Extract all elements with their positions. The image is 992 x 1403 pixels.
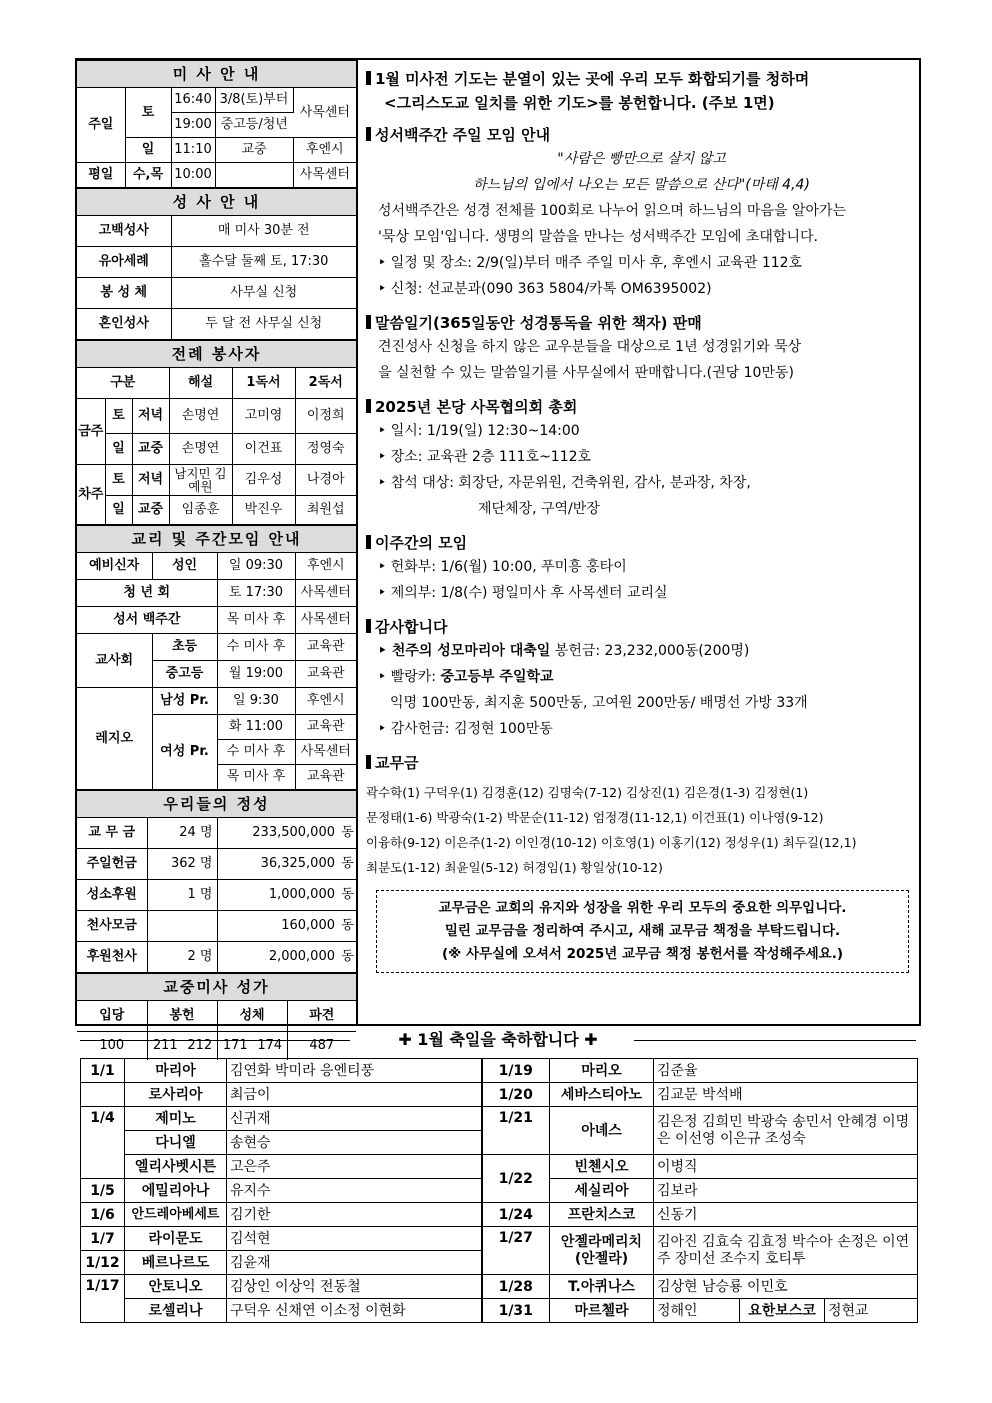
sacrament-key: 고백성사 bbox=[77, 216, 171, 247]
feast-date: 1/28 bbox=[482, 1275, 550, 1299]
notice-bible bbox=[366, 124, 917, 302]
offering-key: 교 무 금 bbox=[77, 818, 147, 849]
notice-meetings-title bbox=[366, 532, 917, 554]
this-week-label: 금주 bbox=[77, 399, 105, 465]
mass-place: 후엔시 bbox=[293, 138, 356, 163]
hymn-col-entrance: 입당 bbox=[77, 1001, 147, 1032]
meeting-name: 성서 백주간 bbox=[77, 607, 217, 634]
women-praesidium-label: 여성 Pr. bbox=[152, 715, 217, 790]
notice-prayer-title bbox=[366, 68, 917, 90]
wedthu-label: 수,목 bbox=[125, 163, 171, 188]
meeting-group: 초등 bbox=[152, 634, 217, 661]
feast-people: 이병직 bbox=[654, 1155, 918, 1179]
offering-amount: 1,000,000 bbox=[217, 880, 339, 911]
feast-people: 구덕우 신채연 이소정 이현화 bbox=[227, 1299, 482, 1323]
liturgy-day: 토 bbox=[105, 465, 132, 496]
feast-people: 김상현 남승룡 이민호 bbox=[654, 1275, 918, 1299]
tithe-notice-box bbox=[376, 890, 909, 973]
liturgy-mass: 저녁 bbox=[132, 399, 169, 434]
liturgy-table bbox=[77, 340, 356, 525]
feast-date: 1/19 bbox=[482, 1059, 550, 1083]
offering-count: 362 명 bbox=[147, 849, 217, 880]
bullet-square-icon bbox=[366, 399, 371, 413]
sacrament-table bbox=[77, 188, 356, 340]
notice-thanks-title bbox=[366, 616, 917, 638]
tithe-names-line: 곽수학(1) 구덕우(1) 김경훈(12) 김명숙(7-12) 김상진(1) 김은경(1-3) 김정현(1) bbox=[366, 785, 809, 800]
feast-date: 1/31 bbox=[482, 1299, 550, 1323]
sacrament-key: 혼인성사 bbox=[77, 309, 171, 340]
feast-saint: 라이문도 bbox=[125, 1227, 227, 1251]
feast-people: 유지수 bbox=[227, 1179, 482, 1203]
notice-diary-title bbox=[366, 312, 917, 334]
liturgy-reader2: 최원섭 bbox=[295, 496, 356, 525]
liturgy-commentator: 임종훈 bbox=[169, 496, 232, 525]
bullet-square-icon bbox=[366, 127, 371, 141]
offering-key: 후원천사 bbox=[77, 942, 147, 973]
notice-council-title bbox=[366, 396, 917, 418]
feast-people: 고은주 bbox=[227, 1155, 482, 1179]
notice-tithe-title bbox=[366, 752, 917, 774]
feast-date: 1/12 bbox=[81, 1251, 125, 1275]
liturgy-col-reading2: 2독서 bbox=[295, 368, 356, 399]
feast-date: 1/4 bbox=[81, 1107, 125, 1179]
meeting-place: 교육관 bbox=[295, 634, 356, 661]
feast-saint: 빈첸시오 bbox=[550, 1155, 654, 1179]
feast-banner bbox=[80, 1029, 916, 1051]
notice-body: 을 실천할 수 있는 말씀일기를 사무실에서 판매합니다.(권당 10만동) bbox=[378, 365, 794, 381]
meeting-time: 화 11:00 bbox=[217, 715, 295, 740]
feast-date: 1/7 bbox=[81, 1227, 125, 1251]
liturgy-commentator: 손명연 bbox=[169, 434, 232, 465]
mass-place: 사목센터 bbox=[293, 163, 356, 188]
feast-date: 1/24 bbox=[482, 1203, 550, 1227]
offering-unit: 동 bbox=[339, 911, 356, 942]
sunday-label: 주일 bbox=[77, 88, 125, 163]
mass-who bbox=[215, 163, 293, 188]
next-week-label: 차주 bbox=[77, 465, 105, 525]
bullet-square-icon bbox=[366, 71, 371, 85]
offering-unit: 동 bbox=[339, 942, 356, 973]
offering-key: 주일헌금 bbox=[77, 849, 147, 880]
feast-saint: 요한보스코 bbox=[740, 1299, 825, 1323]
feast-date bbox=[81, 1083, 125, 1107]
feast-saint: 마리오 bbox=[550, 1059, 654, 1083]
mass-who: 3/8(토)부터 bbox=[215, 88, 293, 113]
notice-bullet bbox=[366, 664, 917, 690]
feast-saint: 다니엘 bbox=[125, 1131, 227, 1155]
sacrament-value: 홀수달 둘째 토, 17:30 bbox=[171, 247, 356, 278]
tithe-notice-line: 교무금은 교회의 유지와 성장을 위한 우리 모두의 중요한 의무입니다. bbox=[438, 900, 847, 916]
offering-key: 천사모금 bbox=[77, 911, 147, 942]
offering-unit: 동 bbox=[339, 849, 356, 880]
liturgy-mass: 교중 bbox=[132, 434, 169, 465]
feast-people: 정현교 bbox=[825, 1299, 918, 1323]
feast-saint: 베르나르도 bbox=[125, 1251, 227, 1275]
notice-bullet: ‣ 감사헌금: 김정현 100만동 bbox=[378, 721, 553, 737]
feast-date: 1/5 bbox=[81, 1179, 125, 1203]
notice-meetings-title-text: 이주간의 모임 bbox=[375, 534, 468, 552]
meeting-time: 토 17:30 bbox=[217, 580, 295, 607]
mass-who: 중고등/청년 bbox=[215, 113, 293, 138]
notice-prayer-line2: <그리스도교 일치를 위한 기도>를 봉헌합니다. (주보 1면) bbox=[384, 94, 775, 112]
mass-place: 사목센터 bbox=[293, 88, 356, 138]
men-praesidium-label: 남성 Pr. bbox=[152, 688, 217, 715]
notice-bullet: ‣ 신청: 선교분과(090 363 5804/카톡 OM6395002) bbox=[378, 281, 712, 297]
offering-unit: 동 bbox=[339, 818, 356, 849]
feast-people: 김연화 박미라 응엔티풍 bbox=[227, 1059, 482, 1083]
liturgy-reader1: 박진우 bbox=[232, 496, 295, 525]
feast-people: 김은정 김희민 박광숙 송민서 안혜경 이명은 이선영 이은규 조성숙 bbox=[654, 1107, 918, 1155]
hymn-number: 174 bbox=[253, 1032, 287, 1061]
liturgy-mass: 저녁 bbox=[132, 465, 169, 496]
left-column bbox=[77, 60, 358, 1053]
hymn-number: 487 bbox=[287, 1032, 356, 1061]
feast-date: 1/17 bbox=[81, 1275, 125, 1323]
offering-count: 24 명 bbox=[147, 818, 217, 849]
liturgy-commentator: 남지민 김예원 bbox=[169, 465, 232, 496]
sacrament-value: 매 미사 30분 전 bbox=[171, 216, 356, 247]
thanks-amount: 봉헌금: 23,232,000동(200명) bbox=[550, 643, 750, 659]
notice-bullet: ‣ 참석 대상: 회장단, 자문위원, 건축위원, 감사, 분과장, 차장, bbox=[378, 475, 751, 491]
meeting-time: 목 미사 후 bbox=[217, 607, 295, 634]
feast-saint: 로셀리나 bbox=[125, 1299, 227, 1323]
notice-bullet: ‣ 장소: 교육관 2층 111호~112호 bbox=[378, 449, 592, 465]
notice-diary-title-text: 말씀일기(365일동안 성경통독을 위한 책자) 판매 bbox=[375, 314, 702, 332]
bible-quote-line: "사람은 빵만으로 살지 않고 bbox=[557, 151, 726, 167]
notice-bullet: 제단체장, 구역/반장 bbox=[478, 501, 600, 517]
liturgy-col-reading1: 1독서 bbox=[232, 368, 295, 399]
notice-diary bbox=[366, 312, 917, 386]
feast-people: 김준율 bbox=[654, 1059, 918, 1083]
feast-saint: T.아퀴나스 bbox=[550, 1275, 654, 1299]
liturgy-reader1: 김우성 bbox=[232, 465, 295, 496]
feast-saint: 세실리아 bbox=[550, 1179, 654, 1203]
bullet-square-icon bbox=[366, 315, 371, 329]
notice-thanks-title-text: 감사합니다 bbox=[375, 618, 448, 636]
tithe-names-line: 문정태(1-6) 박광숙(1-2) 박문순(11-12) 엄정경(11-12,1) 이건표(1) 이나영(9-12) bbox=[366, 810, 824, 825]
liturgy-col-type: 구분 bbox=[77, 368, 169, 399]
feast-people: 김윤재 bbox=[227, 1251, 482, 1275]
feast-date: 1/27 bbox=[482, 1227, 550, 1275]
hymn-number: 211 bbox=[147, 1032, 183, 1061]
bullet-square-icon bbox=[366, 755, 371, 769]
feast-saint: 엘리사벳시튼 bbox=[125, 1155, 227, 1179]
meetings-table bbox=[77, 525, 356, 790]
meeting-place: 사목센터 bbox=[295, 607, 356, 634]
mass-table bbox=[77, 60, 356, 188]
sacrament-value: 두 달 전 사무실 신청 bbox=[171, 309, 356, 340]
meeting-time: 일 09:30 bbox=[217, 553, 295, 580]
feast-saint: 프란치스코 bbox=[550, 1203, 654, 1227]
notice-thanks bbox=[366, 616, 917, 742]
meeting-group: 중고등 bbox=[152, 661, 217, 688]
liturgy-commentator: 손명연 bbox=[169, 399, 232, 434]
meeting-place: 사목센터 bbox=[295, 580, 356, 607]
mass-who: 교중 bbox=[215, 138, 293, 163]
thanks-feast-name: ‣ 천주의 성모마리아 대축일 bbox=[378, 643, 551, 659]
sunday-day-label: 일 bbox=[125, 138, 171, 163]
feast-people: 신동기 bbox=[654, 1203, 918, 1227]
banner-rule bbox=[634, 1040, 916, 1041]
notice-body: 익명 100만동, 최지훈 500만동, 고여원 200만동/ 배명선 가방 33개 bbox=[390, 695, 808, 711]
hymn-col-recessional: 파견 bbox=[287, 1001, 356, 1032]
notice-bullet: ‣ 헌화부: 1/6(월) 10:00, 푸미흥 홍타이 bbox=[378, 559, 627, 575]
notice-prayer-title-text: 1월 미사전 기도는 분열이 있는 곳에 우리 모두 화합되기를 청하며 bbox=[375, 70, 810, 88]
hymn-col-communion: 성체 bbox=[217, 1001, 287, 1032]
saturday-label: 토 bbox=[125, 88, 171, 138]
meeting-time: 목 미사 후 bbox=[217, 765, 295, 790]
feast-saint: 로사리아 bbox=[125, 1083, 227, 1107]
feast-saint: 안젤라메리치 (안젤라) bbox=[550, 1227, 654, 1275]
feast-title: ✚ 1월 축일을 축하합니다 ✚ bbox=[398, 1030, 598, 1049]
feast-saint: 아녜스 bbox=[550, 1107, 654, 1155]
feast-saint: 마리아 bbox=[125, 1059, 227, 1083]
offering-key: 성소후원 bbox=[77, 880, 147, 911]
feast-date: 1/6 bbox=[81, 1203, 125, 1227]
meeting-name: 예비신자 bbox=[77, 553, 152, 580]
notice-bible-title-text: 성서백주간 주일 모임 안내 bbox=[375, 126, 551, 144]
sacrament-key: 유아세례 bbox=[77, 247, 171, 278]
meeting-place: 후엔시 bbox=[295, 553, 356, 580]
notice-meetings bbox=[366, 532, 917, 606]
palanca-target: 중고등부 주일학교 bbox=[440, 669, 554, 685]
tithe-notice-line: (※ 사무실에 오셔서 2025년 교무금 책정 봉헌서를 작성해주세요.) bbox=[441, 946, 843, 962]
right-column bbox=[360, 60, 921, 1024]
meeting-place: 교육관 bbox=[295, 661, 356, 688]
hymns-header: 교중미사 성가 bbox=[77, 974, 356, 1001]
meeting-time: 수 미사 후 bbox=[217, 634, 295, 661]
offering-table bbox=[77, 790, 356, 973]
feast-saint: 안토니오 bbox=[125, 1275, 227, 1299]
hymn-number: 171 bbox=[217, 1032, 253, 1061]
feast-people: 최금이 bbox=[227, 1083, 482, 1107]
bullet-square-icon bbox=[366, 619, 371, 633]
feast-date: 1/21 bbox=[482, 1107, 550, 1155]
liturgy-mass: 교중 bbox=[132, 496, 169, 525]
meeting-time: 수 미사 후 bbox=[217, 740, 295, 765]
feast-people: 김아진 김효숙 김효정 박수아 손정은 이연주 장미선 조수지 호티투 bbox=[654, 1227, 918, 1275]
hymn-number: 100 bbox=[77, 1032, 147, 1061]
bible-quote-line: 하느님의 입에서 나오는 모든 말씀으로 산다"(마태 4,4) bbox=[473, 177, 810, 193]
mass-time: 10:00 bbox=[171, 163, 215, 188]
mass-time: 16:40 bbox=[171, 88, 215, 113]
sacrament-header: 성 사 안 내 bbox=[77, 189, 356, 216]
feast-saint: 제미노 bbox=[125, 1107, 227, 1131]
sacrament-value: 사무실 신청 bbox=[171, 278, 356, 309]
feast-people: 김석현 bbox=[227, 1227, 482, 1251]
notice-body: 견진성사 신청을 하지 않은 교우분들을 대상으로 1년 성경읽기와 묵상 bbox=[378, 339, 802, 355]
feast-people: 김상인 이상익 전동철 bbox=[227, 1275, 482, 1299]
notice-tithe-title-text: 교무금 bbox=[375, 754, 419, 772]
bullet-square-icon bbox=[366, 535, 371, 549]
tithe-notice-line: 밀린 교무금을 정리하여 주시고, 새해 교무금 책정을 부탁드립니다. bbox=[444, 923, 841, 939]
offering-amount: 2,000,000 bbox=[217, 942, 339, 973]
notice-bullet: ‣ 제의부: 1/8(수) 평일미사 후 사목센터 교리실 bbox=[378, 585, 668, 601]
liturgy-reader2: 이정희 bbox=[295, 399, 356, 434]
meetings-header: 교리 및 주간모임 안내 bbox=[77, 526, 356, 553]
notice-prayer bbox=[366, 68, 917, 114]
feast-people: 정해인 bbox=[654, 1299, 740, 1323]
feast-date: 1/20 bbox=[482, 1083, 550, 1107]
hymn-number: 212 bbox=[183, 1032, 217, 1061]
sacrament-key: 봉 성 체 bbox=[77, 278, 171, 309]
offering-amount: 160,000 bbox=[217, 911, 339, 942]
weekday-label: 평일 bbox=[77, 163, 125, 188]
meeting-place: 후엔시 bbox=[295, 688, 356, 715]
notice-body: 성서백주간은 성경 전체를 100회로 나누어 읽으며 하느님의 마음을 알아가는 bbox=[378, 203, 847, 219]
feast-people: 김교문 박석배 bbox=[654, 1083, 918, 1107]
hymn-col-offertory: 봉헌 bbox=[147, 1001, 217, 1032]
mass-header: 미 사 안 내 bbox=[77, 61, 356, 88]
notice-tithe bbox=[366, 752, 917, 973]
offering-count bbox=[147, 911, 217, 942]
liturgy-col-commentary: 해설 bbox=[169, 368, 232, 399]
mass-time: 11:10 bbox=[171, 138, 215, 163]
liturgy-reader1: 이건표 bbox=[232, 434, 295, 465]
meeting-time: 일 9:30 bbox=[217, 688, 295, 715]
meeting-time: 월 19:00 bbox=[217, 661, 295, 688]
liturgy-reader1: 고미영 bbox=[232, 399, 295, 434]
liturgy-reader2: 정영숙 bbox=[295, 434, 356, 465]
feast-people: 김기한 bbox=[227, 1203, 482, 1227]
offering-amount: 233,500,000 bbox=[217, 818, 339, 849]
notice-bullet bbox=[366, 638, 917, 664]
offering-unit: 동 bbox=[339, 880, 356, 911]
feast-saint: 세바스티아노 bbox=[550, 1083, 654, 1107]
teacher-group-label: 교사회 bbox=[77, 634, 152, 688]
liturgy-header: 전례 봉사자 bbox=[77, 341, 356, 368]
notice-body: '묵상 모임'입니다. 생명의 말씀을 만나는 성서백주간 모임에 초대합니다. bbox=[378, 229, 818, 245]
notice-bible-title bbox=[366, 124, 917, 146]
notice-bullet: ‣ 일정 및 장소: 2/9(일)부터 매주 주일 미사 후, 후엔시 교육관 112호 bbox=[378, 255, 803, 271]
tithe-names-line: 최분도(1-12) 최윤일(5-12) 허경임(1) 황일상(10-12) bbox=[366, 860, 663, 875]
liturgy-day: 토 bbox=[105, 399, 132, 434]
liturgy-day: 일 bbox=[105, 434, 132, 465]
meeting-name: 청 년 회 bbox=[77, 580, 217, 607]
liturgy-day: 일 bbox=[105, 496, 132, 525]
offering-count: 2 명 bbox=[147, 942, 217, 973]
feast-table bbox=[80, 1058, 918, 1323]
feast-saint: 마르첼라 bbox=[550, 1299, 654, 1323]
mass-time: 19:00 bbox=[171, 113, 215, 138]
notice-council bbox=[366, 396, 917, 522]
legio-label: 레지오 bbox=[77, 688, 152, 790]
feast-people: 김보라 bbox=[654, 1179, 918, 1203]
palanca-label: ‣ 빨랑카: bbox=[378, 669, 441, 685]
feast-people: 송현승 bbox=[227, 1131, 482, 1155]
feast-people: 신귀재 bbox=[227, 1107, 482, 1131]
offering-amount: 36,325,000 bbox=[217, 849, 339, 880]
notice-council-title-text: 2025년 본당 사목협의회 총회 bbox=[375, 398, 578, 416]
offering-count: 1 명 bbox=[147, 880, 217, 911]
banner-rule bbox=[80, 1040, 350, 1041]
meeting-place: 교육관 bbox=[295, 715, 356, 740]
feast-date: 1/22 bbox=[482, 1155, 550, 1203]
feast-saint: 안드레아베세트 bbox=[125, 1203, 227, 1227]
offering-header: 우리들의 정성 bbox=[77, 791, 356, 818]
meeting-place: 교육관 bbox=[295, 765, 356, 790]
meeting-group: 성인 bbox=[152, 553, 217, 580]
feast-saint: 에밀리아나 bbox=[125, 1179, 227, 1203]
liturgy-reader2: 나경아 bbox=[295, 465, 356, 496]
notice-bullet: ‣ 일시: 1/19(일) 12:30~14:00 bbox=[378, 423, 580, 439]
meeting-place: 사목센터 bbox=[295, 740, 356, 765]
tithe-names-line: 이융하(9-12) 이은주(1-2) 이인경(10-12) 이호영(1) 이홍기(12) 정성우(1) 최두길(12,1) bbox=[366, 835, 857, 850]
feast-date: 1/1 bbox=[81, 1059, 125, 1083]
